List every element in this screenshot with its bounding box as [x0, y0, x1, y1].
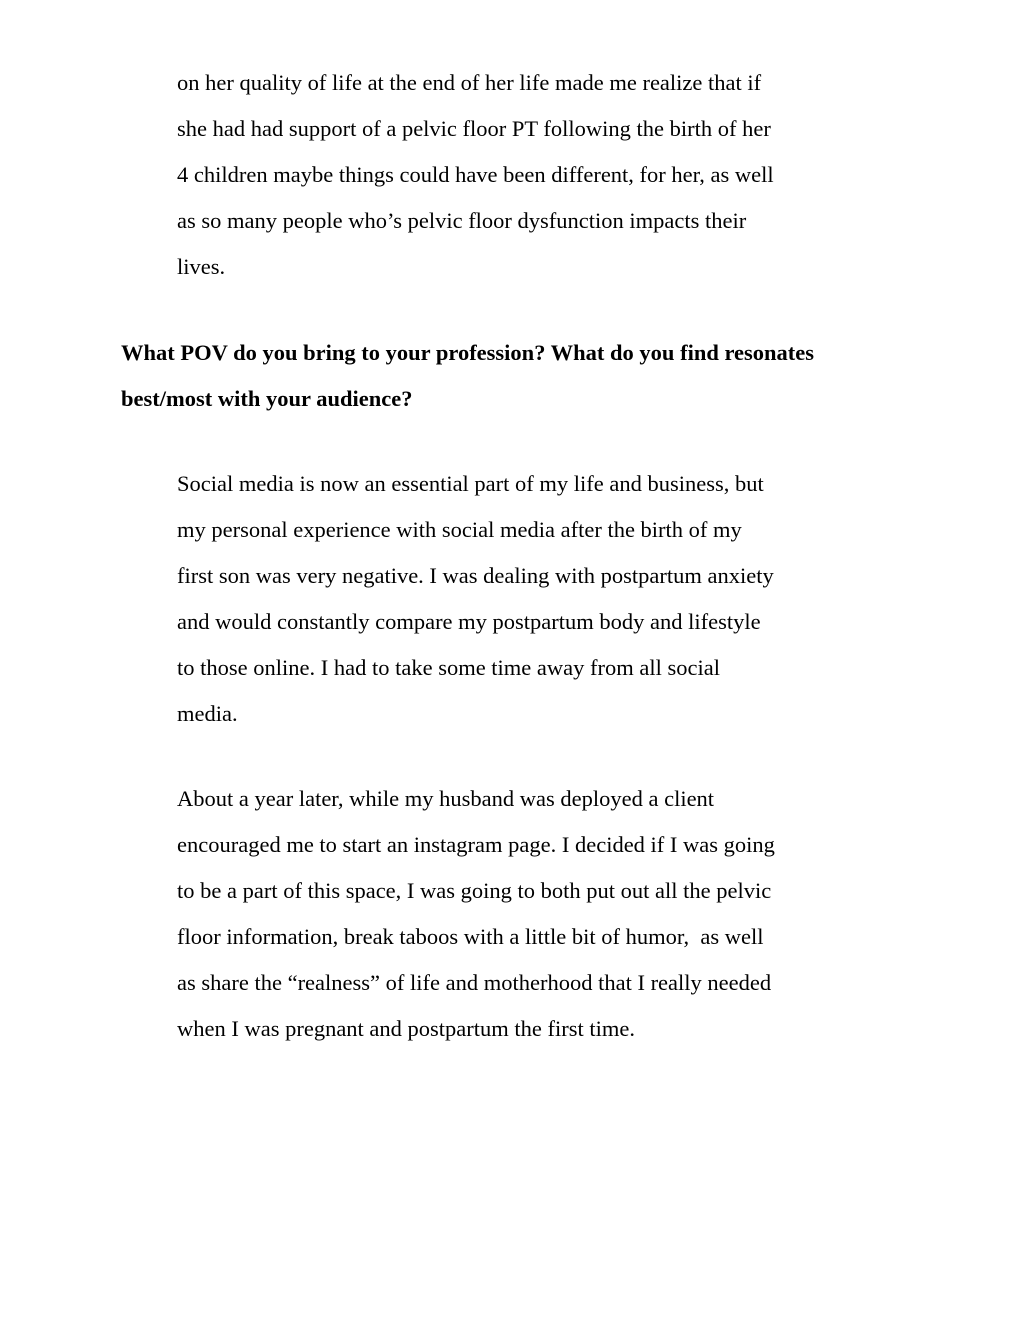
text-line: she had had support of a pelvic floor PT following the birth of her	[177, 116, 771, 141]
answer-paragraph-quality-of-life	[177, 60, 877, 290]
text-line: to be a part of this space, I was going to both put out all the pelvic	[177, 878, 772, 903]
text-line: media.	[177, 701, 238, 726]
text-line: as share the “realness” of life and motherhood that I really needed	[177, 970, 772, 995]
text-line: lives.	[177, 254, 226, 279]
text-line: floor information, break taboos with a little bit of humor, as well	[177, 924, 764, 949]
text-line: to those online. I had to take some time away from all social	[177, 655, 720, 680]
text-line: my personal experience with social media after the birth of my	[177, 517, 742, 542]
text-line: first son was very negative. I was dealing with postpartum anxiety	[177, 563, 774, 588]
text-line: when I was pregnant and postpartum the first time.	[177, 1016, 636, 1041]
text-line: Social media is now an essential part of my life and business, but	[177, 471, 764, 496]
text-line: About a year later, while my husband was deployed a client	[177, 786, 715, 811]
answer-paragraph-social-media	[177, 461, 877, 737]
question-line: What POV do you bring to your profession? What do you find resonates	[121, 340, 815, 365]
interview-question-pov	[121, 330, 921, 422]
text-line: and would constantly compare my postpartum body and lifestyle	[177, 609, 761, 634]
question-line: best/most with your audience?	[121, 386, 413, 411]
text-line: encouraged me to start an instagram page. I decided if I was going	[177, 832, 775, 857]
text-line: 4 children maybe things could have been different, for her, as well	[177, 162, 774, 187]
text-line: as so many people who’s pelvic floor dysfunction impacts their	[177, 208, 747, 233]
answer-paragraph-instagram	[177, 776, 877, 1052]
text-line: on her quality of life at the end of her life made me realize that if	[177, 70, 762, 95]
